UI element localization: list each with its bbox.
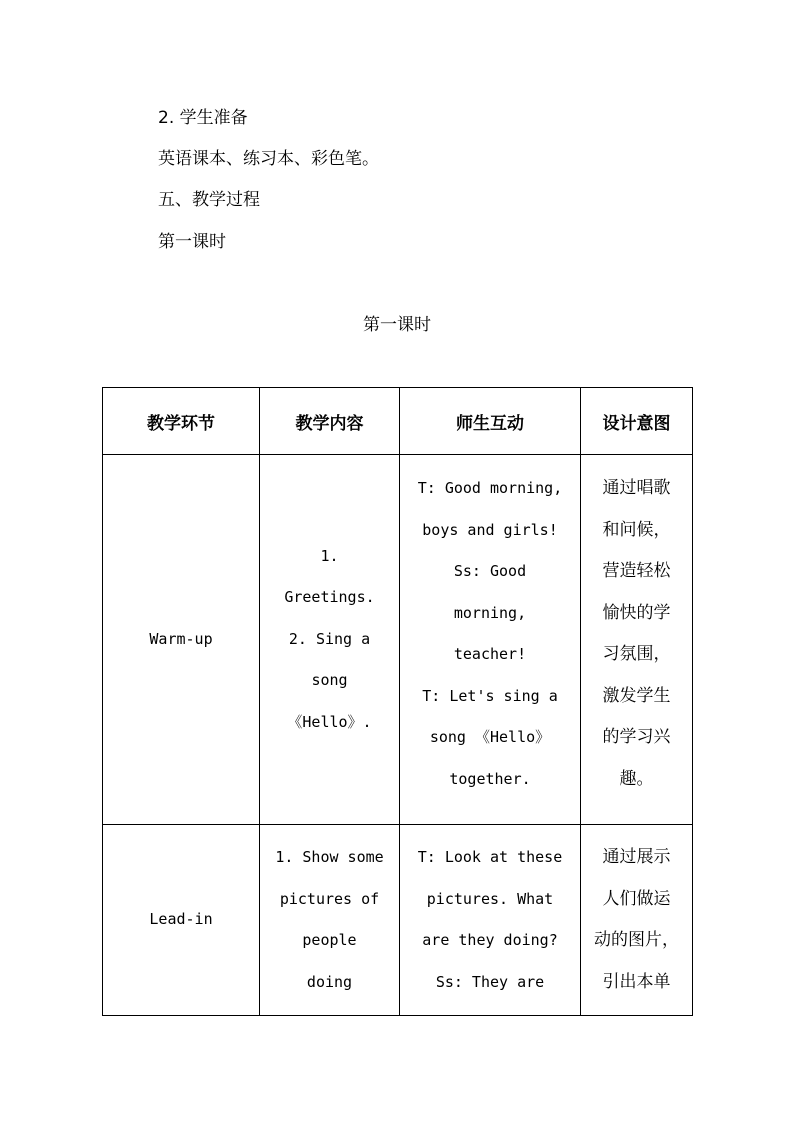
- content-line: Greetings.: [284, 588, 375, 607]
- interaction-line: are they doing?: [422, 931, 558, 949]
- content-line: doing: [306, 972, 353, 991]
- interaction-line: Ss: Good: [453, 562, 527, 580]
- content-line: song: [311, 671, 348, 690]
- intent-line: 习氛围，: [602, 644, 671, 664]
- content-line: 1.: [320, 546, 339, 565]
- interaction-line: morning,: [453, 603, 527, 622]
- header-interaction: 师生互动: [400, 388, 581, 455]
- intent-line: 和问候，: [602, 519, 671, 540]
- header-intent: 设计意图: [581, 388, 693, 455]
- intent-line: 通过唱歌: [602, 478, 671, 498]
- table-caption: 第一课时: [363, 315, 431, 335]
- cell-intent: [581, 455, 693, 825]
- interaction-line: T: Let's sing a: [422, 686, 558, 705]
- cell-intent: [581, 825, 693, 1016]
- lesson-table: [102, 387, 693, 1016]
- cell-interaction: [400, 825, 581, 1016]
- table-row: [103, 455, 693, 825]
- interaction-line: together.: [449, 769, 531, 788]
- intent-line: 激发学生: [602, 685, 671, 706]
- cell-stage: Warm-up: [103, 455, 260, 825]
- intent-line: 人们做运: [602, 888, 671, 909]
- cell-content: [260, 455, 400, 825]
- interaction-line: pictures. What: [426, 889, 554, 908]
- header-content: 教学内容: [260, 388, 400, 455]
- intent-line: 营造轻松: [602, 561, 671, 581]
- interaction-line: T: Good morning,: [417, 479, 563, 497]
- intent-line: 愉快的学: [602, 602, 671, 623]
- cell-stage: Lead-in: [103, 825, 260, 1016]
- table-header-row: [103, 388, 693, 455]
- intent-line: 动的图片，: [594, 930, 679, 950]
- header-stage: 教学环节: [103, 388, 260, 455]
- interaction-line: Ss: They are: [435, 972, 545, 991]
- table-row: [103, 825, 693, 1016]
- para-student-prep: 2. 学生准备: [158, 108, 248, 128]
- content-line: pictures of: [279, 889, 380, 908]
- para-first-lesson: 第一课时: [158, 232, 226, 252]
- interaction-line: song 《Hello》: [429, 728, 551, 746]
- interaction-line: boys and girls!: [422, 520, 558, 539]
- cell-content: [260, 825, 400, 1016]
- interaction-line: teacher!: [453, 645, 527, 663]
- intent-line: 的学习兴: [602, 727, 671, 747]
- content-line: 2. Sing a: [288, 629, 371, 648]
- intent-line: 趣。: [619, 768, 654, 789]
- content-line: people: [302, 931, 357, 949]
- para-section-process: 五、教学过程: [158, 190, 260, 210]
- para-materials: 英语课本、练习本、彩色笔。: [158, 149, 379, 169]
- cell-interaction: [400, 455, 581, 825]
- interaction-line: T: Look at these: [417, 848, 563, 866]
- content-line: 《Hello》.: [287, 712, 372, 731]
- intent-line: 通过展示: [602, 847, 671, 867]
- intent-line: 引出本单: [602, 971, 671, 992]
- content-line: 1. Show some: [275, 848, 384, 866]
